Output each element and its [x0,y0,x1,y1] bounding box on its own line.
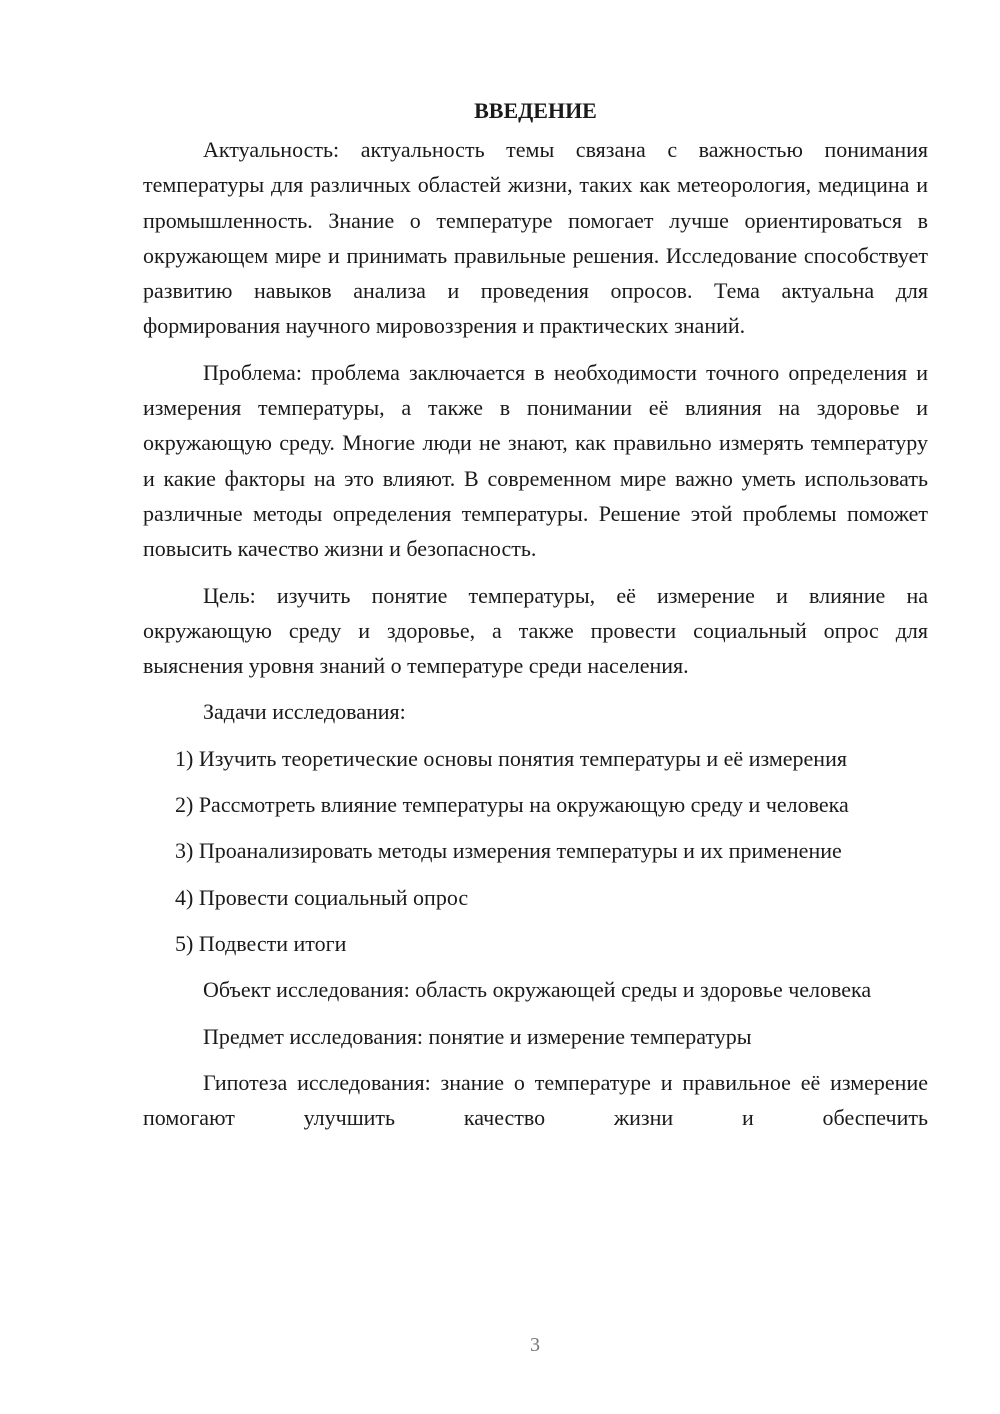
subject-paragraph: Предмет исследования: понятие и измерение температуры [203,1023,752,1049]
relevance-paragraph: Актуальность: актуальность темы связана с важностью понимания температуры для различных областей жизни, таких как метеорология, медицина и промышленность. Знание о температуре помогает лучше ориентироваться в окружающем мире и принимать правильные решения. Исследование способствует развитию навыков анализа и проведения опросов. Тема актуальна для формирования научного мировоззрения и практических знаний. [143,137,928,339]
task-item-5: 5) Подвести итоги [175,930,347,956]
page-number: 3 [530,1334,540,1356]
goal-paragraph: Цель: изучить понятие температуры, её измерение и влияние на окружающую среду и здоровье, а также провести социальный опрос для выяснения уровня знаний о температуре среди населения. [143,582,928,679]
task-item-1: 1) Изучить теоретические основы понятия температуры и её измерения [175,745,847,771]
hypothesis-paragraph: Гипотеза исследования: знание о температуре и правильное её измерение помогают улучшить качество жизни и обеспечить [143,1069,928,1131]
task-item-2: 2) Рассмотреть влияние температуры на окружающую среду и человека [175,792,849,818]
page-title: ВВЕДЕНИЕ [474,98,597,123]
problem-paragraph: Проблема: проблема заключается в необходимости точного определения и измерения температуры, а также в понимании её влияния на здоровье и окружающую среду. Многие люди не знают, как правильно измерять температуру и какие факторы на это влияют. В современном мире важно уметь использовать различные методы определения температуры. Решение этой проблемы поможет повысить качество жизни и безопасность. [143,359,928,562]
page-body [143,97,928,1135]
task-item-4: 4) Провести социальный опрос [175,884,469,910]
tasks-heading: Задачи исследования: [203,699,406,725]
task-item-3: 3) Проанализировать методы измерения температуры и их применение [175,838,842,864]
object-paragraph: Объект исследования: область окружающей среды и здоровье человека [203,977,872,1003]
